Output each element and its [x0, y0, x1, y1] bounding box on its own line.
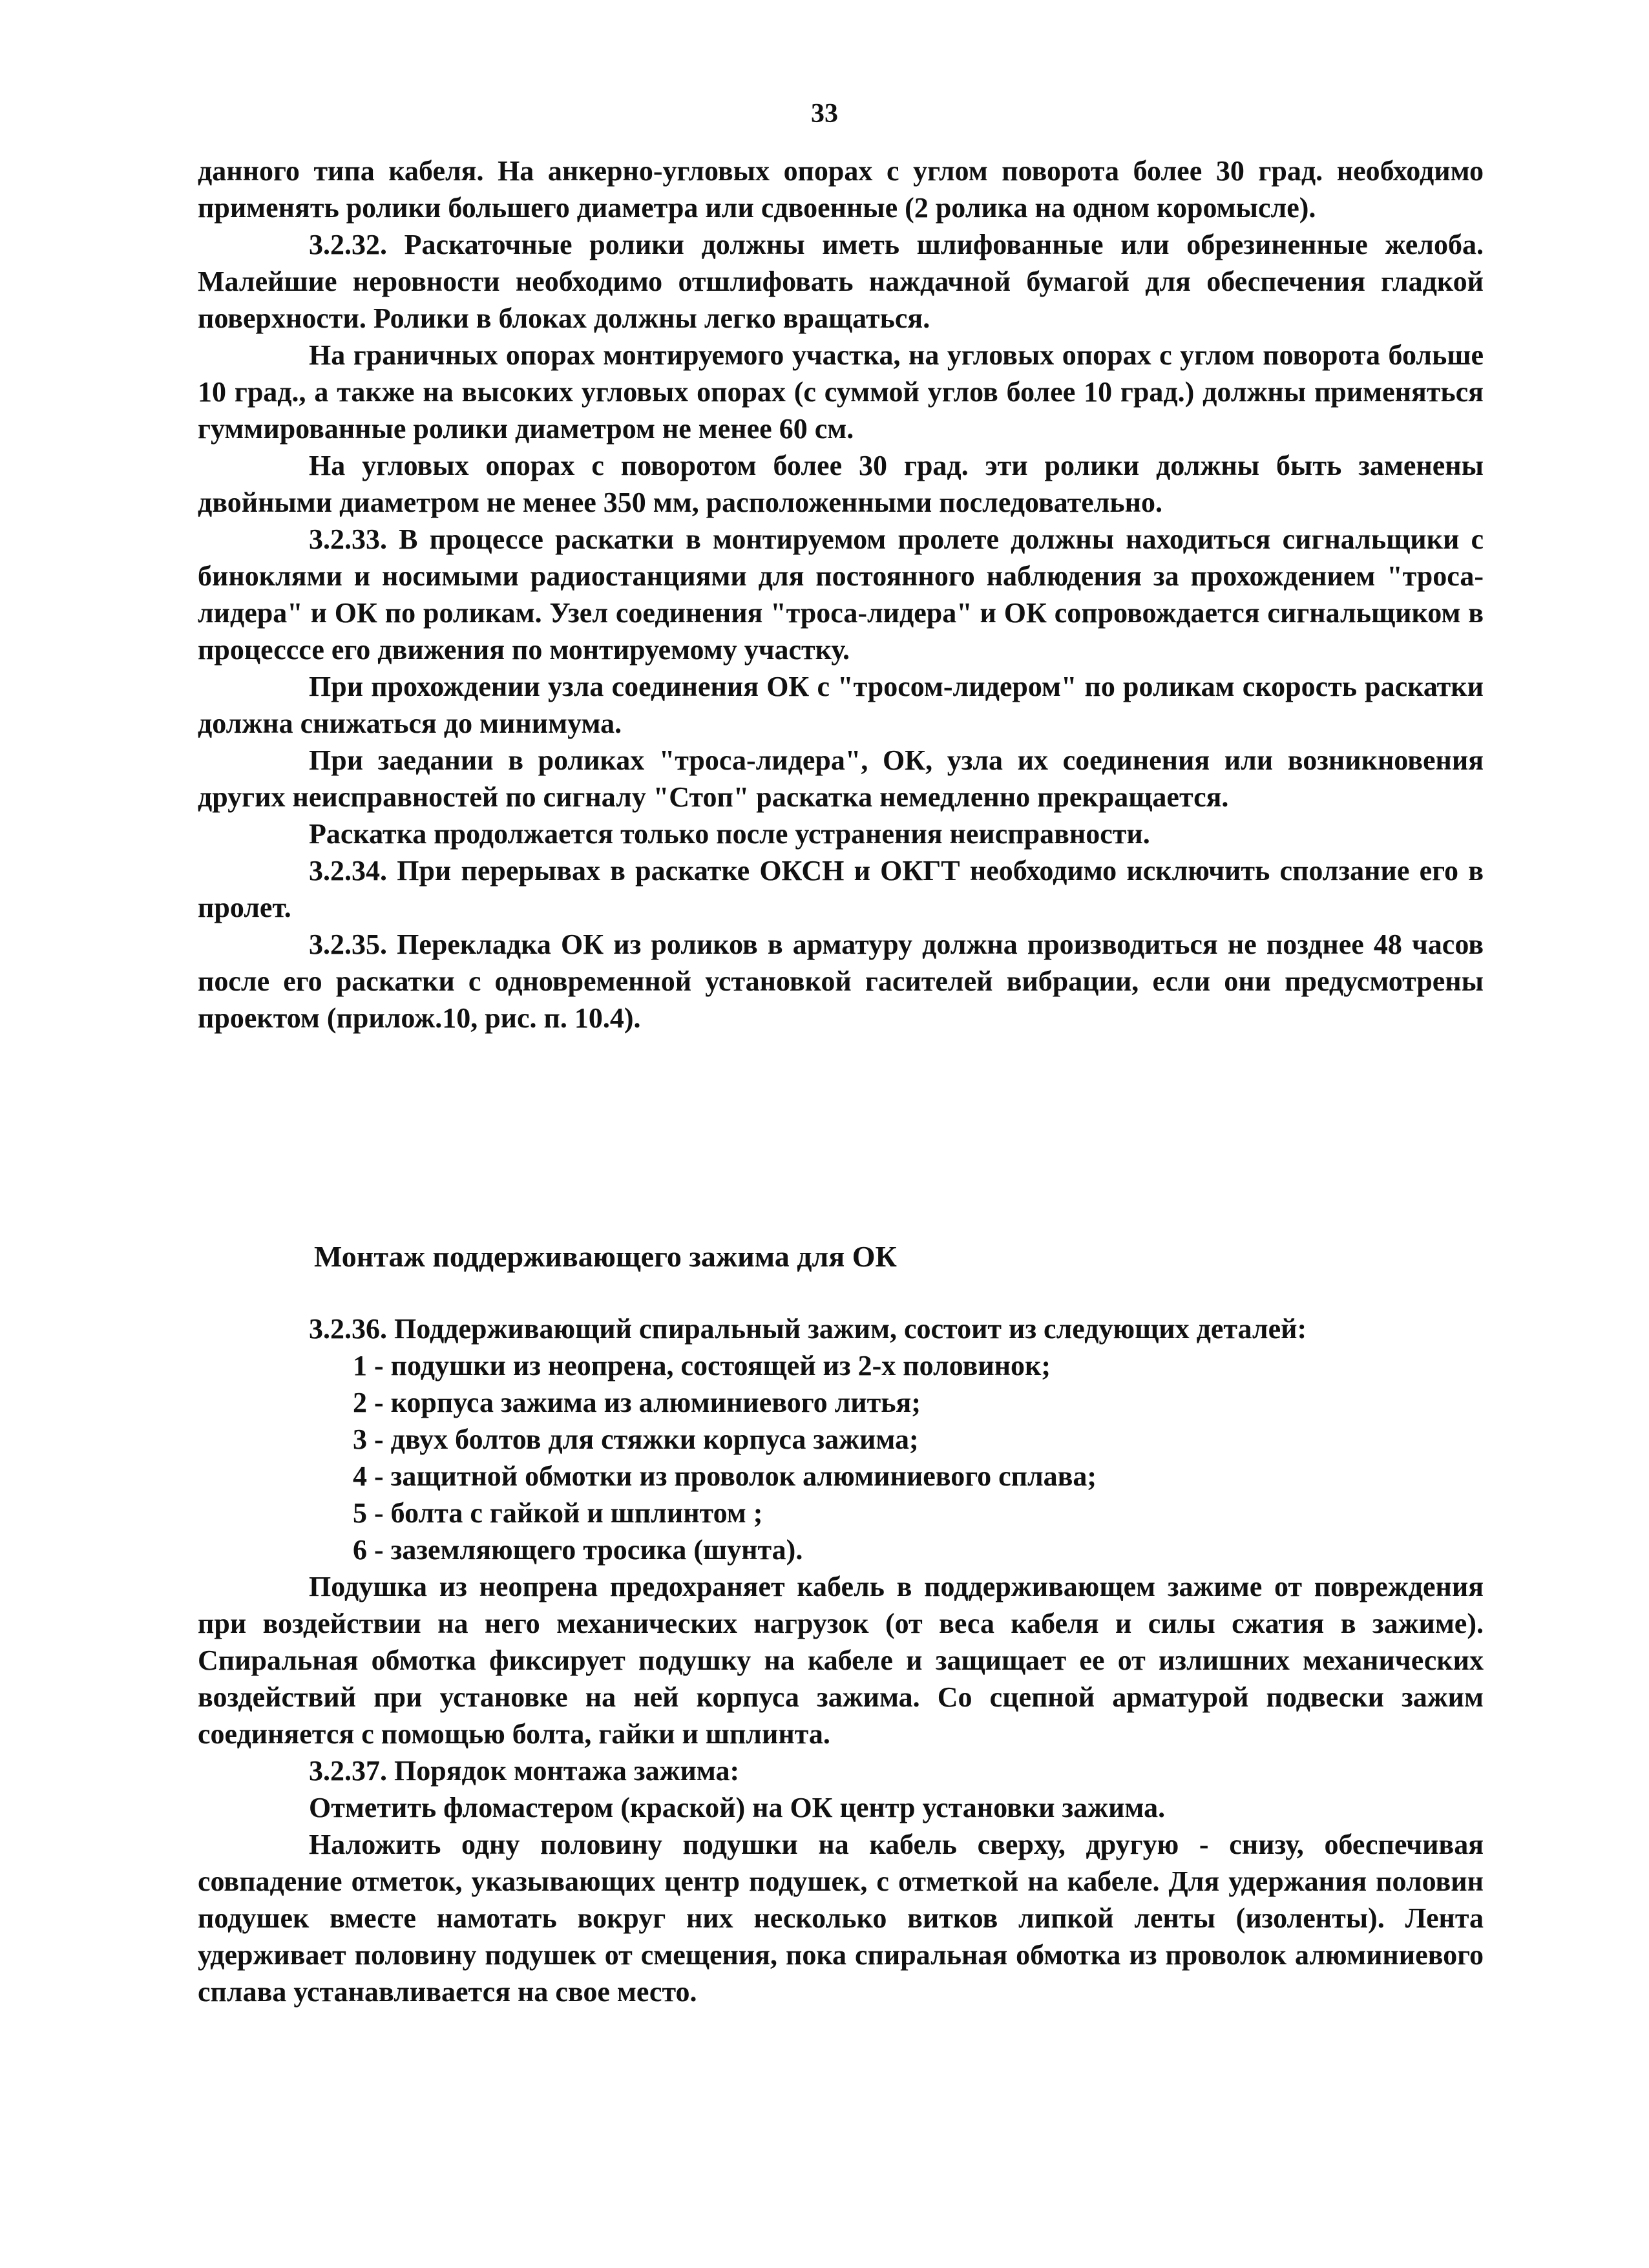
list-item: 2 - корпуса зажима из алюминиевого литья; [353, 1387, 921, 1418]
paragraph: 3.2.35. Перекладка ОК из роликов в арматуру должна производиться не позднее 48 часов после его раскатки с одновременной установкой гасителей вибрации, если они предусмотрены проектом (прилож.10, рис. п. 10.4). [198, 929, 1484, 1034]
paragraph: Отметить фломастером (краской) на ОК центр установки зажима. [309, 1792, 1166, 1823]
list-item: 3 - двух болтов для стяжки корпуса зажима; [353, 1423, 919, 1455]
section-heading: Монтаж поддерживающего зажима для ОК [314, 1240, 897, 1273]
list-item: 1 - подушки из неопрена, состоящей из 2-х половинок; [353, 1350, 1051, 1381]
paragraph: На граничных опорах монтируемого участка, на угловых опорах с углом поворота больше 10 град., а также на высоких угловых опорах (с суммой углов более 10 град.) должны применяться гуммированные ролики диаметром не менее 60 см. [198, 339, 1484, 445]
paragraph: При заедании в роликах "троса-лидера", ОК, узла их соединения или возникновения других неисправностей по сигналу "Стоп" раскатка немедленно прекращается. [198, 744, 1484, 813]
body-text-top [198, 152, 1484, 1036]
paragraph: данного типа кабеля. На анкерно-угловых опорах с углом поворота более 30 град. необходимо применять ролики большего диаметра или сдвоенные (2 ролика на одном коромысле). [198, 155, 1484, 224]
paragraph: Раскатка продолжается только после устранения неисправности. [309, 818, 1150, 850]
paragraph: 3.2.37. Порядок монтажа зажима: [309, 1755, 740, 1787]
body-text-bottom [198, 1310, 1484, 2010]
paragraph: 3.2.32. Раскаточные ролики должны иметь шлифованные или обрезиненные желоба. Малейшие неровности необходимо отшлифовать наждачной бумагой для обеспечения гладкой поверхности. Ролики в блоках должны легко вращаться. [198, 229, 1484, 334]
paragraph: 3.2.33. В процессе раскатки в монтируемом пролете должны находиться сигнальщики с биноклями и носимыми радиостанциями для постоянного наблюдения за прохождением "троса-лидера" и ОК по роликам. Узел соединения "троса-лидера" и ОК сопровождается сигнальщиком в процесссе его движения по монтируемому участку. [198, 523, 1484, 666]
paragraph: Подушка из неопрена предохраняет кабель в поддерживающем зажиме от повреждения при воздействии на него механических нагрузок (от веса кабеля и силы сжатия в зажиме). Спиральная обмотка фиксирует подушку на кабеле и защищает ее от излишних механических воздействий при установке на ней корпуса зажима. Со сцепной арматурой подвески зажим соединяется с помощью болта, гайки и шплинта. [198, 1571, 1484, 1750]
list-item: 5 - болта с гайкой и шплинтом ; [353, 1497, 763, 1529]
list-item: 4 - защитной обмотки из проволок алюминиевого сплава; [353, 1460, 1097, 1492]
paragraph: 3.2.34. При перерывах в раскатке ОКСН и ОКГТ необходимо исключить сползание его в пролет. [198, 855, 1484, 923]
clause-3-2-36: 3.2.36. Поддерживающий спиральный зажим, состоит из следующих деталей: [309, 1313, 1307, 1345]
list-item: 6 - заземляющего тросика (шунта). [353, 1534, 803, 1566]
paragraph: На угловых опорах с поворотом более 30 град. эти ролики должны быть заменены двойными диаметром не менее 350 мм, расположенными последовательно. [198, 450, 1484, 518]
paragraph: Наложить одну половину подушки на кабель сверху, другую - снизу, обеспечивая совпадение отметок, указывающих центр подушек, с отметкой на кабеле. Для удержания половин подушек вместе намотать вокруг них несколько витков липкой ленты (изоленты). Лента удерживает половину подушек от смещения, пока спиральная обмотка из проволок алюминиевого сплава устанавливается на свое место. [198, 1829, 1484, 2008]
paragraph: При прохождении узла соединения ОК с "тросом-лидером" по роликам скорость раскатки должна снижаться до минимума. [198, 671, 1484, 739]
page-number: 33 [811, 99, 838, 129]
